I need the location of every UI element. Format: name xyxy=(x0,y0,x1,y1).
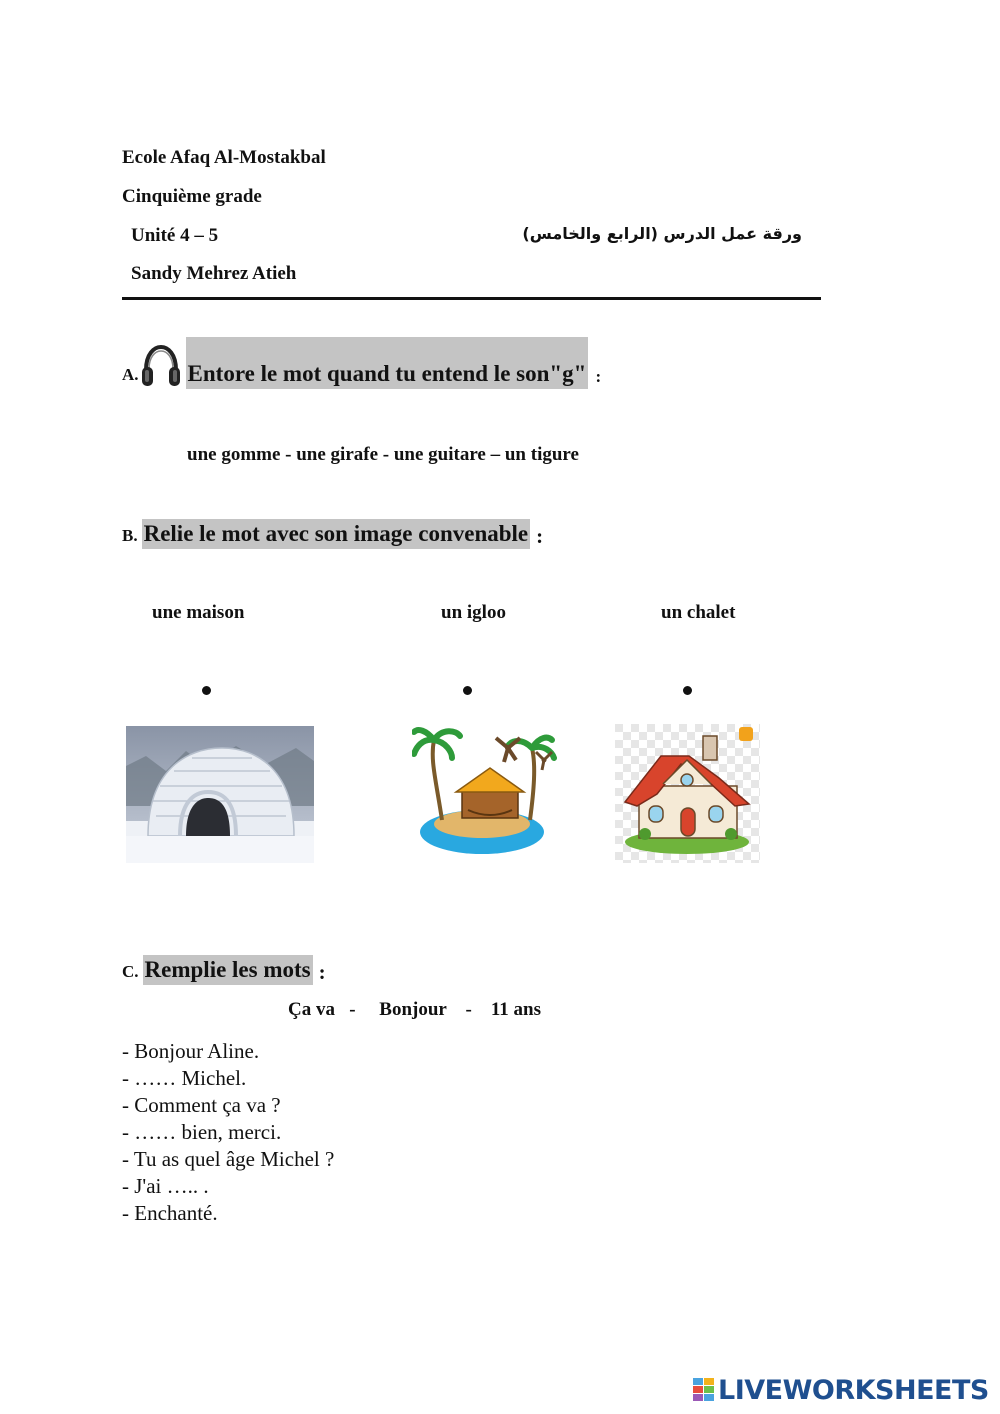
section-c-letter: C. xyxy=(122,962,139,981)
match-word-chalet: un chalet xyxy=(661,602,736,623)
arabic-title: ورقة عمل الدرس (الرابع والخامس) xyxy=(522,224,802,243)
word-bank: Ça va - Bonjour - 11 ans xyxy=(288,999,542,1020)
match-dot-2[interactable] xyxy=(463,686,472,695)
dialogue-line: - J'ai ….. . xyxy=(122,1174,209,1198)
section-b-heading xyxy=(122,519,543,549)
section-a-letter: A. xyxy=(122,365,139,384)
section-c-title: Remplie les mots xyxy=(143,955,313,985)
match-word-maison: une maison xyxy=(152,602,245,623)
teacher-name: Sandy Mehrez Atieh xyxy=(131,263,297,284)
section-a-title: Entore le mot quand tu entend le son"g" xyxy=(186,337,589,389)
dialogue-line: - Bonjour Aline. xyxy=(122,1039,260,1063)
unit: Unité 4 – 5 xyxy=(131,225,219,246)
grade: Cinquième grade xyxy=(122,186,262,207)
igloo-image[interactable] xyxy=(126,726,314,863)
liveworksheets-mark-icon xyxy=(692,1377,716,1403)
section-a-heading xyxy=(122,337,601,389)
house-image[interactable] xyxy=(615,724,760,863)
section-a-colon: : xyxy=(595,367,602,386)
island-hut-image[interactable] xyxy=(412,720,557,863)
section-c-colon: : xyxy=(318,960,326,984)
liveworksheets-brand: LIVEWORKSHEETS xyxy=(718,1374,989,1406)
header-divider xyxy=(122,297,821,300)
dialogue-line: - Tu as quel âge Michel ? xyxy=(122,1147,335,1171)
section-a-word-list: une gomme - une girafe - une guitare – un tigure xyxy=(187,444,579,465)
match-dot-1[interactable] xyxy=(202,686,211,695)
section-b-colon: : xyxy=(536,524,544,548)
dialogue-line: - …… Michel. xyxy=(122,1066,247,1090)
section-b-title: Relie le mot avec son image convenable xyxy=(142,519,531,549)
match-dot-3[interactable] xyxy=(683,686,692,695)
match-word-igloo: un igloo xyxy=(441,602,506,623)
headphones-icon xyxy=(140,343,184,389)
liveworksheets-logo[interactable] xyxy=(692,1373,989,1407)
dialogue-line: - Enchanté. xyxy=(122,1201,218,1225)
dialogue-line: - …… bien, merci. xyxy=(122,1120,282,1144)
section-c-heading xyxy=(122,955,326,985)
dialogue-line: - Comment ça va ? xyxy=(122,1093,281,1117)
section-b-letter: B. xyxy=(122,526,138,545)
dialogue xyxy=(122,1038,334,1227)
school-name: Ecole Afaq Al-Mostakbal xyxy=(122,147,326,168)
